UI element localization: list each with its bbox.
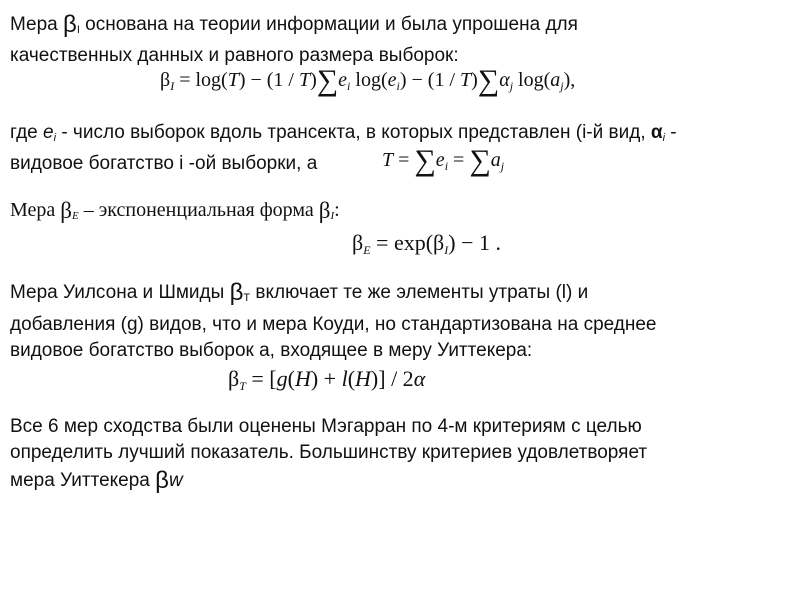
text: Все 6 мер сходства были оценены Мэгарран по 4-м критериям с целью bbox=[10, 416, 642, 437]
formula-beta-t bbox=[228, 366, 425, 394]
subscript: I bbox=[76, 24, 80, 36]
subscript: i bbox=[662, 132, 666, 144]
text: ) − 1 . bbox=[448, 230, 501, 255]
text: ) + bbox=[310, 366, 342, 391]
subscript: I bbox=[444, 243, 449, 257]
var: a bbox=[490, 149, 501, 171]
sum-symbol: ∑ bbox=[469, 144, 491, 177]
paragraph-definitions bbox=[10, 120, 677, 151]
text: ) − (1 / bbox=[238, 69, 299, 91]
subscript: T bbox=[239, 379, 246, 393]
subscript: I bbox=[170, 79, 175, 93]
subscript: i bbox=[396, 79, 400, 93]
var: e bbox=[435, 149, 445, 171]
beta-symbol: β bbox=[60, 198, 72, 223]
beta-symbol: β bbox=[433, 230, 445, 255]
text: ( bbox=[287, 366, 295, 391]
formula-beta-e bbox=[352, 230, 501, 258]
paragraph-conclusion bbox=[10, 414, 642, 440]
sum-symbol: ∑ bbox=[316, 64, 339, 97]
text: мера Уиттекера bbox=[10, 470, 156, 491]
text: видовое богатство выборок а, входящее в меру Уиттекера: bbox=[10, 340, 533, 361]
sum-symbol: ∑ bbox=[477, 64, 500, 97]
text: = log( bbox=[174, 69, 228, 91]
text: Мера bbox=[10, 14, 64, 35]
subscript: j bbox=[509, 79, 514, 93]
var: e bbox=[338, 69, 348, 91]
paragraph-conclusion-line3 bbox=[10, 468, 183, 494]
text: log( bbox=[350, 69, 388, 91]
text: где bbox=[10, 122, 44, 143]
text: = bbox=[393, 149, 415, 171]
text: – экспоненциальная форма bbox=[78, 199, 319, 221]
var: H bbox=[355, 366, 371, 391]
var: l bbox=[341, 366, 348, 391]
beta-symbol: β bbox=[160, 69, 171, 91]
subscript: T bbox=[243, 292, 251, 304]
beta-symbol: β bbox=[318, 198, 331, 223]
sum-symbol: ∑ bbox=[414, 144, 436, 177]
var: α bbox=[499, 69, 510, 91]
var: e bbox=[387, 69, 397, 91]
text: добавления (g) видов, что и мера Коуди, но стандартизована на среднее bbox=[10, 314, 657, 335]
paragraph-beta-t-line3 bbox=[10, 338, 532, 364]
subscript: i bbox=[444, 159, 449, 173]
formula-beta-i bbox=[160, 66, 575, 96]
formula-t-sum bbox=[382, 146, 504, 176]
beta-symbol: β bbox=[352, 230, 364, 255]
subscript: i bbox=[53, 132, 57, 144]
text: определить лучший показатель. Большинству критериев удовлетворяет bbox=[10, 442, 648, 463]
paragraph-beta-t-line2 bbox=[10, 312, 657, 338]
subscript: I bbox=[330, 210, 335, 222]
beta-symbol: β bbox=[155, 467, 169, 494]
text: - bbox=[665, 122, 677, 143]
text: видовое богатство i -ой выборки, а bbox=[10, 153, 318, 174]
text: : bbox=[334, 199, 340, 221]
paragraph-definitions-line2 bbox=[10, 151, 317, 177]
var: a bbox=[550, 69, 561, 91]
var: g bbox=[276, 366, 288, 391]
text: основана на теории информации и была упрошена для bbox=[79, 14, 578, 35]
paragraph-beta-e bbox=[10, 198, 340, 224]
beta-symbol: β bbox=[63, 11, 77, 38]
text: ( bbox=[347, 366, 356, 391]
text: = [ bbox=[245, 366, 277, 391]
subscript: E bbox=[71, 210, 79, 222]
text: Мера Уилсона и Шмиды bbox=[10, 282, 230, 303]
subscript: j bbox=[560, 79, 564, 93]
beta-symbol: β bbox=[228, 366, 240, 391]
text: = bbox=[448, 149, 470, 171]
text: ) bbox=[471, 69, 478, 91]
subscript: j bbox=[500, 159, 505, 173]
paragraph-beta-t bbox=[10, 280, 588, 311]
var: α bbox=[413, 366, 426, 391]
text: )] / 2 bbox=[370, 366, 414, 391]
beta-symbol: β bbox=[229, 279, 244, 306]
text: ) bbox=[310, 69, 317, 91]
var: w bbox=[168, 470, 183, 491]
var: T bbox=[382, 149, 394, 171]
var: T bbox=[460, 69, 472, 91]
text: ), bbox=[563, 69, 576, 91]
text: - число выборок вдоль трансекта, в которых представлен (i-й вид, bbox=[56, 122, 651, 143]
var: e bbox=[43, 122, 54, 143]
var: H bbox=[294, 366, 311, 391]
text: качественных данных и равного размера выборок: bbox=[10, 45, 459, 66]
text: = exp( bbox=[370, 230, 434, 255]
subscript: i bbox=[347, 79, 351, 93]
subscript: E bbox=[363, 243, 371, 257]
text: Мера bbox=[10, 199, 61, 221]
alpha-symbol: α bbox=[650, 122, 663, 143]
text: log( bbox=[513, 69, 551, 91]
paragraph-conclusion-line2 bbox=[10, 440, 647, 466]
text: ) − (1 / bbox=[399, 69, 460, 91]
paragraph-beta-i-intro bbox=[10, 12, 578, 43]
var: T bbox=[298, 69, 311, 91]
var: T bbox=[227, 69, 239, 91]
text: включает те же элементы утраты (l) и bbox=[250, 282, 589, 303]
